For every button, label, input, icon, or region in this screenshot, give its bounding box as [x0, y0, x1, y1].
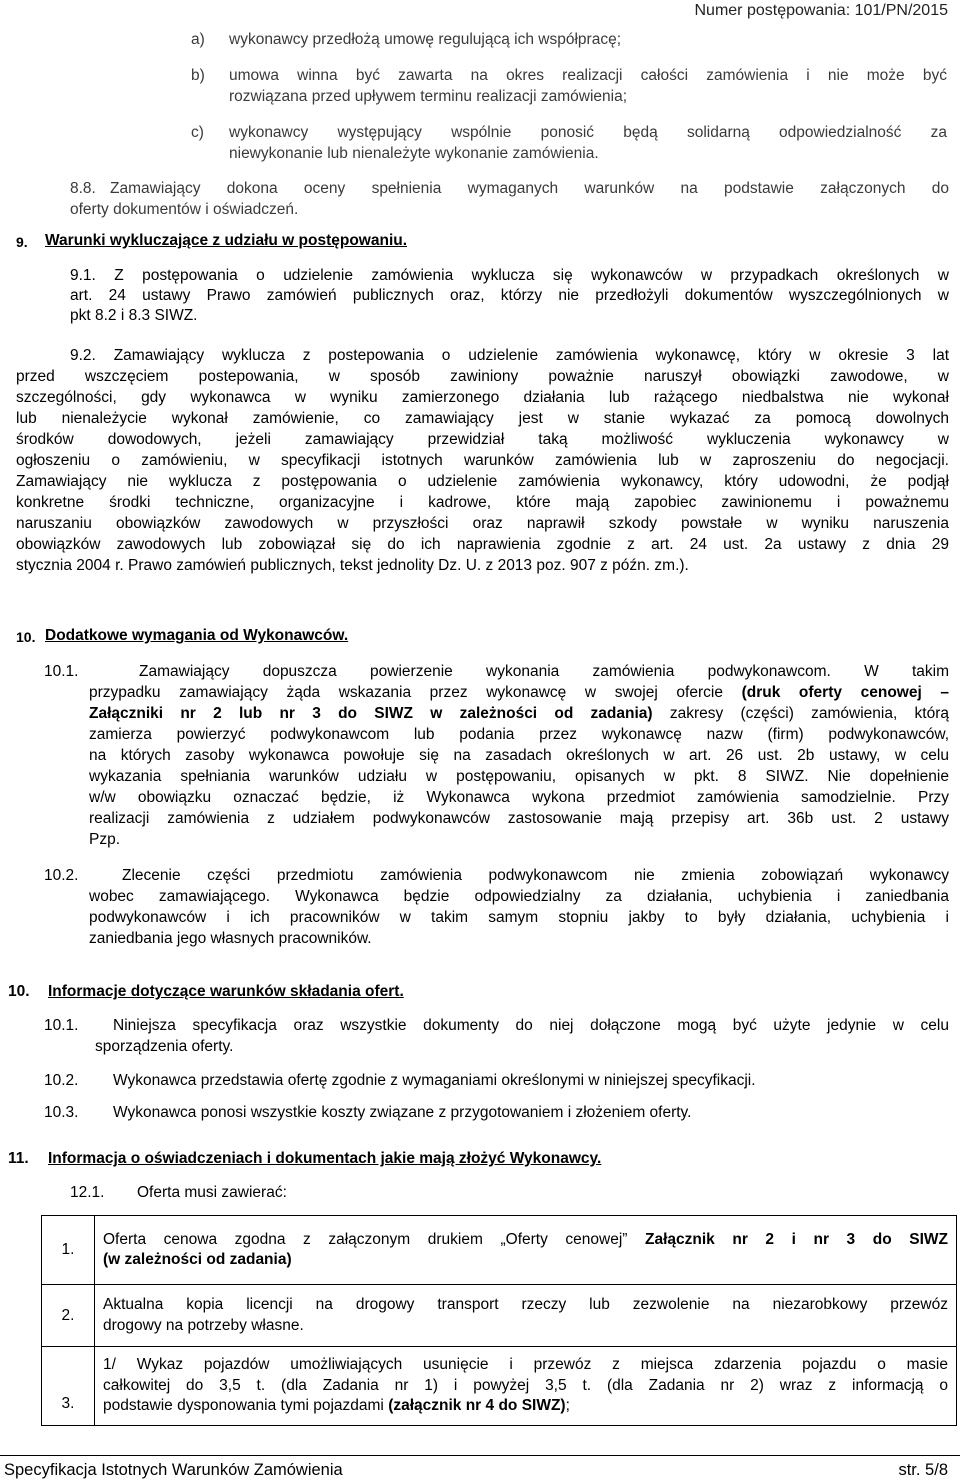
section-8-8-number: 8.8. [70, 180, 96, 197]
section-10b-title: Informacje dotyczące warunków składania ofert. [48, 983, 404, 1000]
section-10a-2-line-4: zaniedbania jego własnych pracowników. [89, 930, 372, 947]
section-10a-1-line-7: w/w obowiązku oznaczać będzie, iż Wykonawca wykona przedmiot zamówienia samodzielnie. Przy [89, 789, 949, 806]
section-10a-1-line-3 [89, 705, 949, 723]
row-1-bold: Załącznik nr 2 i nr 3 do SIWZ [645, 1230, 948, 1248]
row-text [95, 1347, 957, 1426]
section-10a-number: 10. [16, 629, 36, 645]
row-2-line-1: Aktualna kopia licencji na drogowy transport rzeczy lub zezwolenie na niezarobkowy przewóz [103, 1296, 948, 1313]
row-3-line-3 [103, 1396, 948, 1417]
row-1-line-2: (w zależności od zadania) [103, 1251, 292, 1268]
row-2-line-2: drogowy na potrzeby własne. [103, 1316, 304, 1334]
footer-divider [0, 1455, 960, 1456]
section-10a-1-line-4: zamierza powierzyć podwykonawcom lub podania przez wykonawcę nazw (firm) podwykonawców, [89, 726, 949, 743]
list-item-c-line-2: niewykonanie lub nienależyte wykonanie zamówienia. [229, 145, 599, 162]
procedure-number: Numer postępowania: 101/PN/2015 [694, 2, 948, 19]
section-11-number: 11. [8, 1150, 29, 1167]
section-8-8-line-2: oferty dokumentów i oświadczeń. [70, 201, 299, 218]
section-10a-2-line-2: wobec zamawiającego. Wykonawca będzie odpowiedzialny za działania, uchybienia i zaniedbania [89, 888, 949, 905]
row-text [95, 1216, 957, 1285]
list-item-a-line-1: wykonawcy przedłożą umowę regulującą ich współpracę; [229, 31, 621, 48]
section-12-1-text: Oferta musi zawierać: [137, 1184, 287, 1201]
list-item-b-line-2: rozwiązana przed upływem terminu realizacji zamówienia; [229, 88, 627, 105]
section-8-8-line-1: Zamawiający dokona oceny spełnienia wymaganych warunków na podstawie załączonych do [110, 180, 949, 197]
section-10a-title: Dodatkowe wymagania od Wykonawców. [45, 627, 349, 644]
section-10a-1-line-3-text: zakresy (części) zamówienia, którą [652, 705, 949, 722]
section-9-2-line-10: obowiązków zawodowych lub zobowiązał się do ich naprawienia zgodnie z art. 24 ust. 2a ustawy z dnia 29 [16, 536, 949, 553]
section-9-2-line-11: stycznia 2004 r. Prawo zamówień publicznych, tekst jednolity Dz. U. z 2013 poz. 907 z późn. zm.). [16, 557, 689, 574]
row-3-bold: (załącznik nr 4 do SIWZ) [388, 1397, 566, 1415]
section-10a-2-line-3: podwykonawców i ich pracowników w takim samym stopniu jakby to były działania, uchybienia i [89, 909, 949, 926]
table-row [42, 1285, 957, 1347]
list-label-c: c) [191, 124, 204, 141]
section-11-title: Informacja o oświadczeniach i dokumentach jakie mają złożyć Wykonawcy. [48, 1150, 602, 1167]
section-9-2-line-9: naruszaniu obowiązków zawodowych w przyszłości oraz naprawił szkody powstałe w wyniku naruszenia [16, 515, 949, 532]
row-number: 1. [42, 1216, 95, 1285]
table-row [42, 1347, 957, 1426]
section-10a-1-line-1: Zamawiający dopuszcza powierzenie wykonania zamówienia podwykonawcom. W takim [139, 663, 949, 680]
section-10b-2-text: Wykonawca przedstawia ofertę zgodnie z wymaganiami określonymi w niniejszej specyfikacji. [113, 1072, 756, 1089]
section-10b-2-number: 10.2. [44, 1072, 79, 1089]
section-12-1-number: 12.1. [70, 1184, 105, 1201]
section-9-1-line-3: pkt 8.2 i 8.3 SIWZ. [70, 307, 198, 324]
section-9-2-line-3: szczególności, gdy wykonawca w wyniku zamierzonego działania lub rażącego niedbalstwa nie wykonał [16, 389, 949, 406]
section-10b-1-line-1: Niniejsza specyfikacja oraz wszystkie dokumenty do niej dołączone mogą być użyte jedynie w celu [113, 1017, 949, 1034]
row-3-text: podstawie dysponowania tymi pojazdami [103, 1397, 389, 1415]
row-1-line-1 [103, 1230, 948, 1251]
row-number: 3. [42, 1347, 95, 1426]
section-9-2-line-7: Zamawiający nie wyklucza z postępowania o udzielenie zamówienia wykonawcy, który udowodni, że podjął [16, 473, 949, 490]
section-10a-1-line-9: Pzp. [89, 831, 121, 848]
section-10b-3-number: 10.3. [44, 1104, 79, 1121]
row-1-text: Oferta cenowa zgodna z załączonym drukiem „Oferty cenowej” [103, 1230, 645, 1248]
footer-page-number: str. 5/8 [898, 1461, 948, 1479]
section-9-2-line-4: lub nienależycie wykonał zamówienie, co zamawiający jest w stanie wykazać za pomocą dowolnych [16, 410, 949, 427]
section-10b-1-line-2: sporządzenia oferty. [95, 1038, 234, 1055]
section-9-2-line-1: 9.2. Zamawiający wyklucza z postepowania o udzielenie zamówienia wykonawcę, który w okresie 3 lat [70, 347, 949, 364]
row-text [95, 1285, 957, 1347]
section-10a-1-number: 10.1. [44, 663, 79, 680]
section-10a-2-line-1: Zlecenie części przedmiotu zamówienia podwykonawcom nie zmienia zobowiązań wykonawcy [122, 867, 949, 884]
section-10a-2-number: 10.2. [44, 867, 79, 884]
section-10b-3-text: Wykonawca ponosi wszystkie koszty związane z przygotowaniem i złożeniem oferty. [113, 1104, 692, 1121]
section-10a-1-line-2-text: przypadku zamawiający żąda wskazania przez wykonawcę w swojej ofercie [89, 684, 742, 701]
section-10a-1-line-6: wykazania spełniania warunków udziału w postępowaniu, opisanych w pkt. 8 SIWZ. Nie dopełnienie [89, 768, 949, 785]
section-10a-1-line-8: realizacji zamówienia z udziałem podwykonawców zastosowanie mają przepisy art. 36b ust. 2 ustawy [89, 810, 949, 827]
list-item-b-line-1: umowa winna być zawarta na okres realizacji całości zamówienia i nie może być [229, 67, 947, 84]
list-label-a: a) [191, 31, 205, 48]
section-10b-number: 10. [8, 983, 30, 1000]
section-9-1-line-1: 9.1. Z postępowania o udzielenie zamówienia wyklucza się wykonawców w przypadkach określonych w [70, 267, 949, 284]
table-row [42, 1216, 957, 1285]
row-3-line-2: całkowitej do 3,5 t. (dla Zadania nr 1) i powyżej 3,5 t. (dla Zadania nr 2) wraz z informacją o [103, 1376, 948, 1394]
row-number: 2. [42, 1285, 95, 1347]
section-9-2-line-6: ogłoszeniu o zamówieniu, w specyfikacji istotnych warunków zamówienia lub w zaproszeniu do negocjacji. [16, 452, 949, 469]
list-label-b: b) [191, 67, 205, 84]
section-10a-1-line-2 [89, 684, 949, 702]
footer-title: Specyfikacja Istotnych Warunków Zamówienia [4, 1461, 343, 1479]
section-9-2-line-8: konkretne środki techniczne, organizacyjne i kadrowe, które mają zapobiec zawinionemu i poważnemu [16, 494, 949, 511]
section-10a-1-line-3-bold: Załączniki nr 2 lub nr 3 do SIWZ w zależności od zadania) [89, 705, 653, 722]
section-9-1-line-2: art. 24 ustawy Prawo zamówień publicznych oraz, którzy nie przedłożyli dokumentów wyszczególnionych w [70, 287, 949, 304]
section-10a-1-line-2-bold: (druk oferty cenowej – [741, 684, 949, 701]
row-3-line-1: 1/ Wykaz pojazdów umożliwiających usunięcie i przewóz z miejsca zdarzenia pojazdu o masie [103, 1356, 948, 1374]
section-9-title: Warunki wykluczające z udziału w postępowaniu. [45, 232, 408, 249]
row-3-end: ; [565, 1397, 570, 1415]
section-10a-1-line-5: na których zasoby wykonawca powołuje się na zasadach określonych w art. 26 ust. 2b ustawy, w celu [89, 747, 949, 764]
section-10b-1-number: 10.1. [44, 1017, 79, 1034]
requirements-table [41, 1215, 957, 1426]
section-9-2-line-5: środków dowodowych, jeżeli zamawiający przewidział taką możliwość wykluczenia wykonawcy w [16, 431, 949, 448]
section-9-number: 9. [16, 234, 28, 250]
section-9-2-line-2: przed wszczęciem postepowania, w sposób zawiniony poważnie naruszył obowiązki zawodowe, w [16, 368, 949, 385]
list-item-c-line-1: wykonawcy występujący wspólnie ponosić będą solidarną odpowiedzialność za [229, 124, 947, 141]
